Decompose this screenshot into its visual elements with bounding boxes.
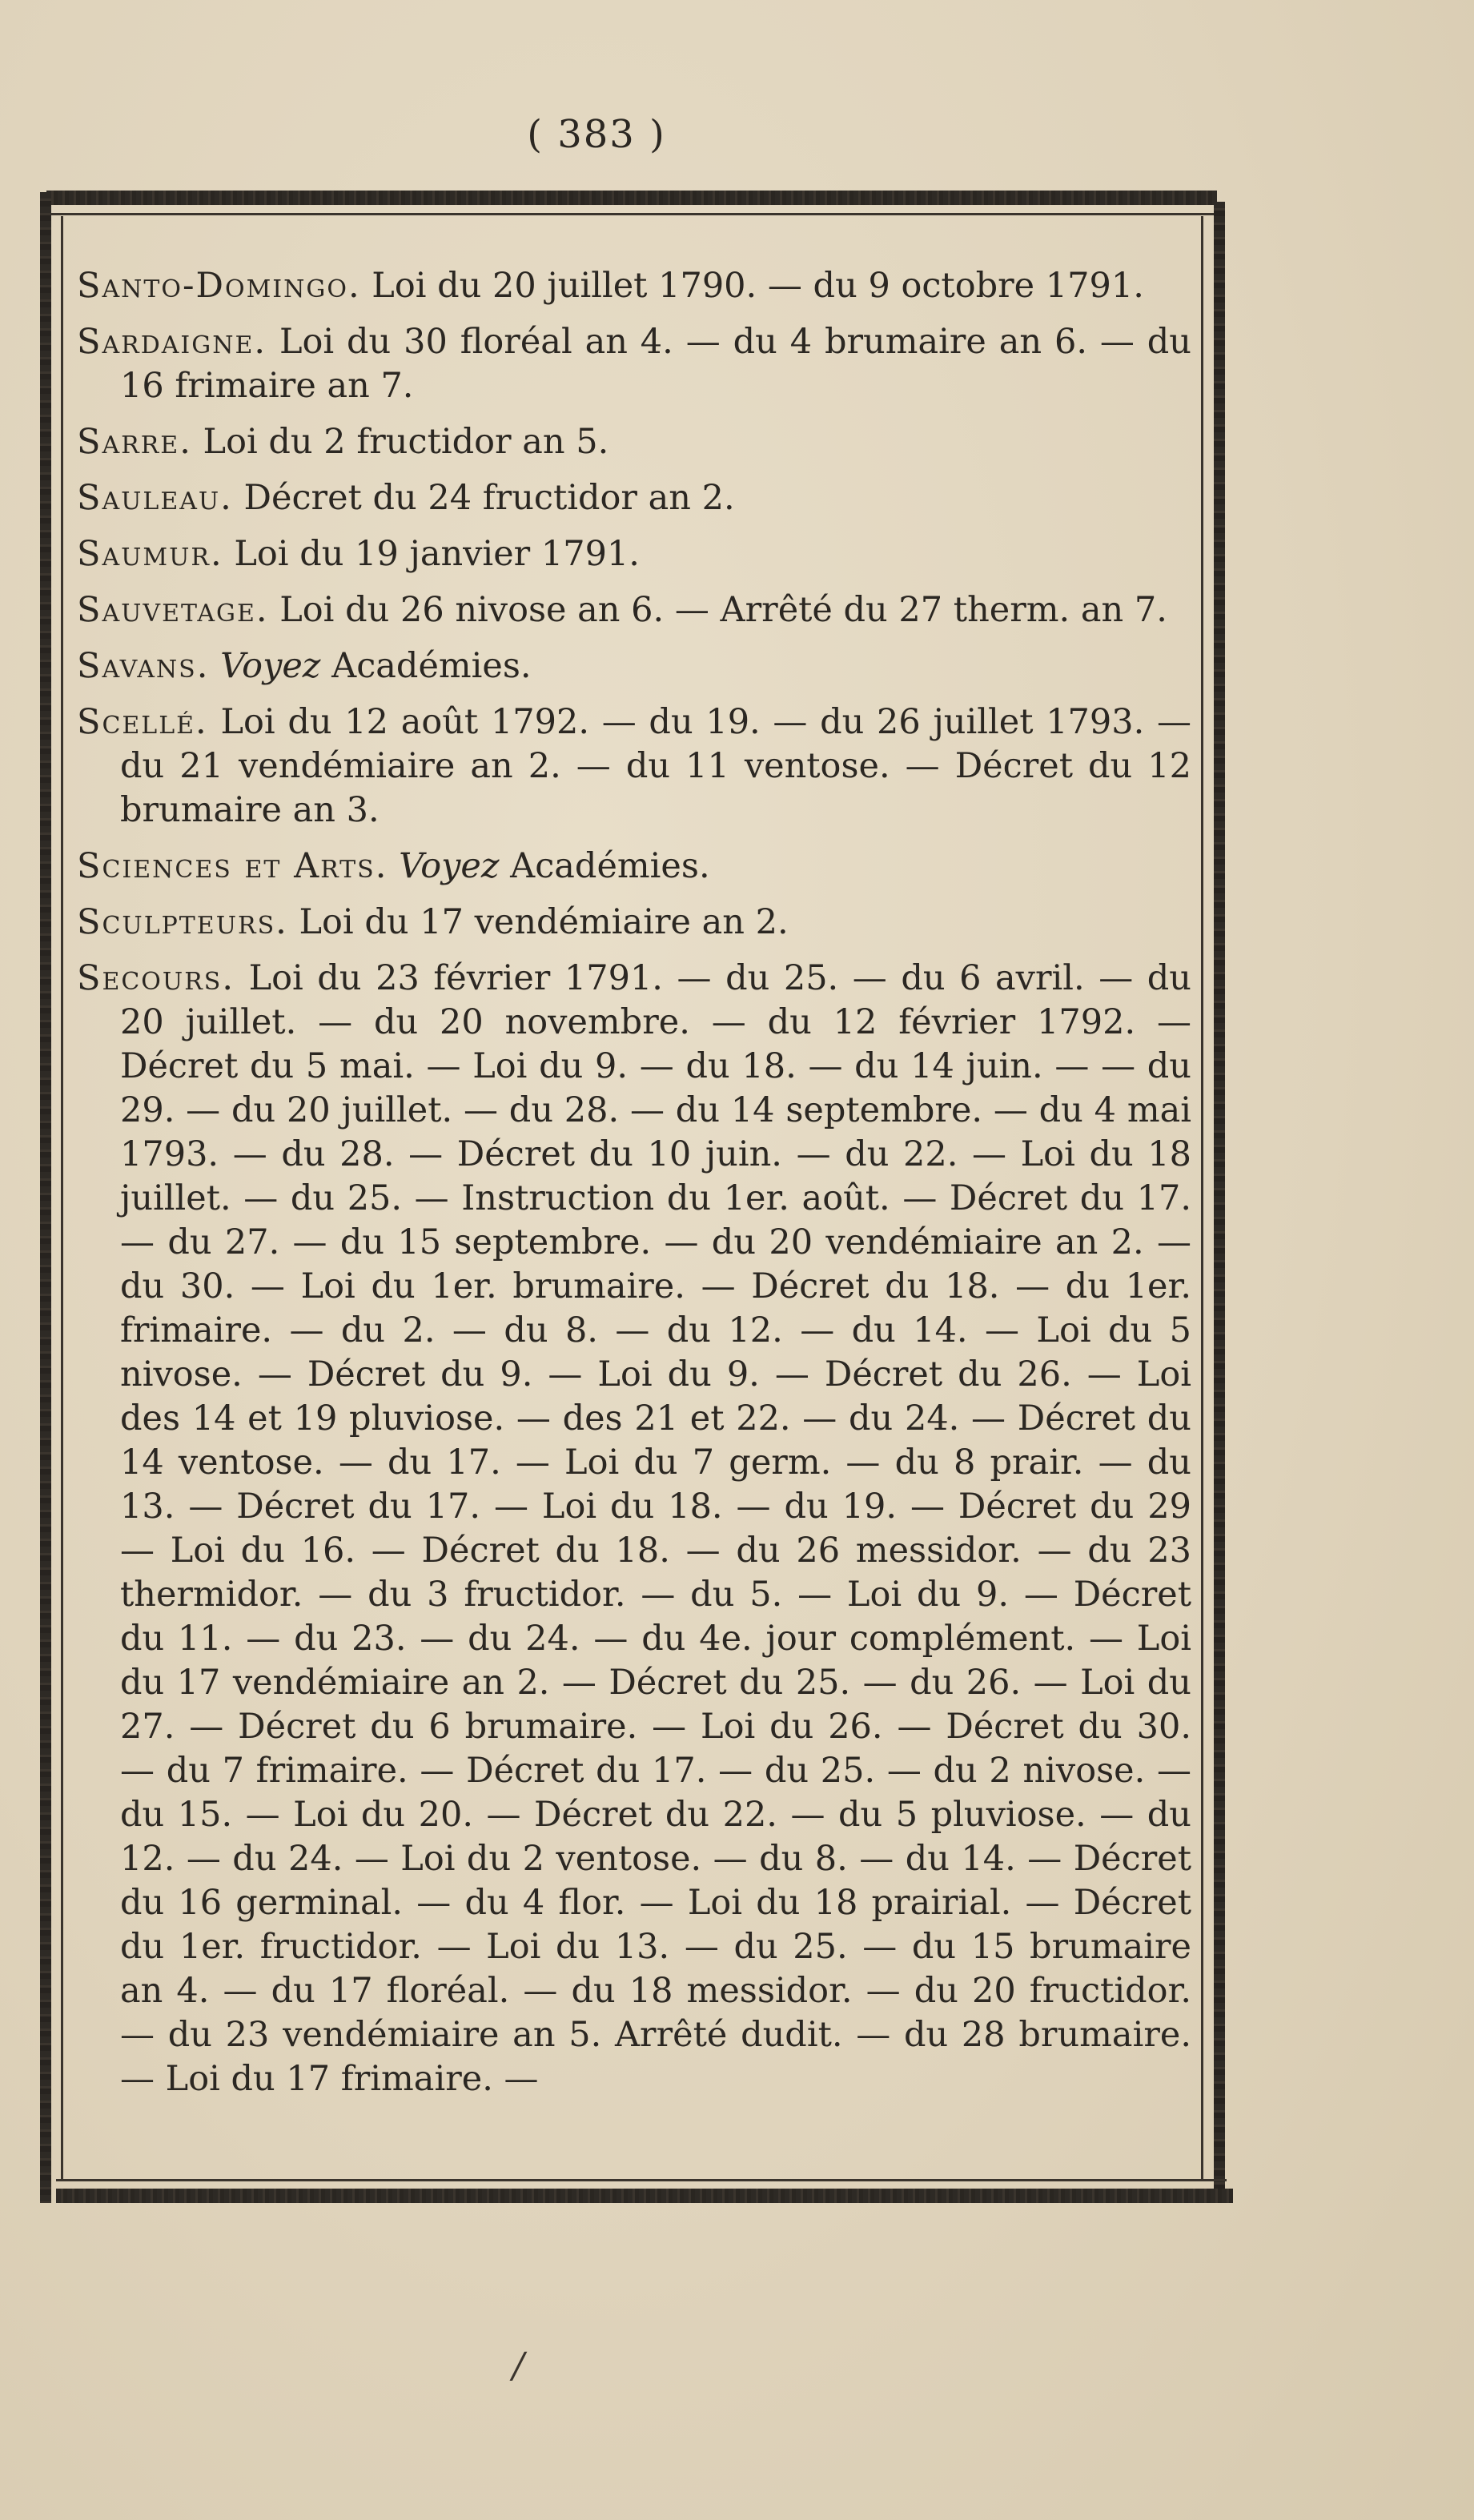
entry-text: Loi du 2 fructidor an 5. [203,422,609,462]
frame-bottom-rule [56,2189,1233,2203]
headword: Secours. [77,958,235,998]
index-entry-santo-domingo [77,264,1191,308]
headword: Sarre. [77,422,192,462]
see-reference: Voyez [220,646,321,686]
see-reference: Voyez [399,846,500,886]
entry-text: Loi du 23 février 1791. — du 25. — du 6 avril. — du 20 juillet. — du 20 novembre. — du 12 février 1792. — Décret du 5 mai. — Loi du 9. — du 18. — du 14 juin. — — du 29. — du 20 juillet. — du 28. — du 14 septembre. — du 4 mai 1793. — du 28. — Décret du 10 juin. — du 22. — Loi du 18 juillet. — du 25. — Instruction du 1er. août. — Décret du 17. — du 27. — du 15 septembre. — du 20 vendémiaire an 2. — du 30. — Loi du 1er. brumaire. — Décret du 18. — du 1er. frimaire. — du 2. — du 8. — du 12. — du 14. — Loi du 5 nivose. — Décret du 9. — Loi du 9. — Décret du 26. — Loi des 14 et 19 pluviose. — des 21 et 22. — du 24. — Décret du 14 ventose. — du 17. — Loi du 7 germ. — du 8 prair. — du 13. — Décret du 17. — Loi du 18. — du 19. — Décret du 29 — Loi du 16. — Décret du 18. — du 26 messidor. — du 23 thermidor. — du 3 fructidor. — du 5. — Loi du 9. — Décret du 11. — du 23. — du 24. — du 4e. jour complément. — Loi du 17 vendémiaire an 2. — Décret du 25. — du 26. — Loi du 27. — Décret du 6 brumaire. — Loi du 26. — Décret du 30. — du 7 frimaire. — Décret du 17. — du 25. — du 2 nivose. — du 15. — Loi du 20. — Décret du 22. — du 5 pluviose. — du 12. — du 24. — Loi du 2 ventose. — du 8. — du 14. — Décret du 16 germinal. — du 4 flor. — Loi du 18 prairial. — Décret du 1er. fructidor. — Loi du 13. — du 25. — du 15 brumaire an 4. — du 17 floréal. — du 18 messidor. — du 20 fructidor. — du 23 vendémiaire an 5. Arrêté dudit. — du 28 brumaire. — Loi du 17 frimaire. — [120,958,1191,2099]
index-entry-sciences-et-arts [77,845,1191,889]
entry-text: Loi du 12 août 1792. — du 19. — du 26 juillet 1793. — du 21 vendémiaire an 2. — du 11 ventose. — Décret du 12 brumaire an 3. [120,702,1192,830]
entry-text: Loi du 30 floréal an 4. — du 4 brumaire an 6. — du 16 frimaire an 7. [120,322,1191,406]
entry-text: Loi du 26 nivose an 6. — Arrêté du 27 therm. an 7. [279,590,1167,630]
frame-top-rule [46,191,1217,205]
frame-top-thin-rule [46,213,1217,215]
headword: Santo-Domingo. [77,266,361,306]
index-entry-sarre [77,420,1191,464]
entry-text: Académies. [510,846,710,886]
entry-text: Académies. [331,646,532,686]
frame-left-thin-rule [61,216,63,2179]
frame-right-thin-rule [1201,216,1203,2179]
index-entry-savans [77,644,1191,688]
entry-text: Décret du 24 fructidor an 2. [243,478,735,518]
frame-bottom-thin-rule [56,2179,1227,2181]
index-column [77,264,1191,2111]
printer-mark: / [512,2345,524,2386]
headword: Savans. [77,646,210,686]
frame-left-rule [40,192,51,2203]
headword: Sauvetage. [77,590,269,630]
index-entry-sardaigne [77,320,1191,408]
index-entry-secours [77,957,1191,2101]
headword: Sculpteurs. [77,902,288,942]
headword: Sardaigne. [77,322,267,362]
headword: Saumur. [77,534,223,574]
index-entry-sauleau [77,476,1191,520]
index-entry-sculpteurs [77,901,1191,945]
headword: Sciences et Arts. [77,846,388,886]
page-number: ( 383 ) [527,112,666,157]
frame-right-rule [1214,202,1225,2203]
entry-text: Loi du 17 vendémiaire an 2. [299,902,789,942]
entry-text: Loi du 19 janvier 1791. [234,534,640,574]
index-entry-scelle [77,700,1191,833]
entry-text: Loi du 20 juillet 1790. — du 9 octobre 1791. [372,266,1144,306]
headword: Sauleau. [77,478,233,518]
index-entry-sauvetage [77,588,1191,632]
index-entry-saumur [77,532,1191,576]
headword: Scellé. [77,702,208,742]
